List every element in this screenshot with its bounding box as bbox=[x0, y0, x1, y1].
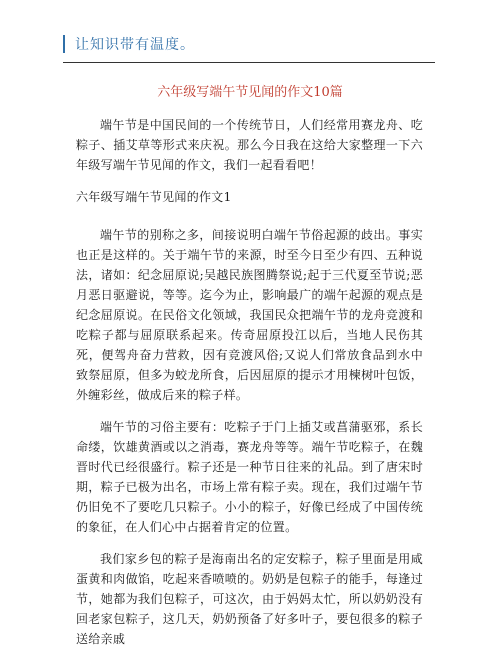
article-intro: 端午节是中国民间的一个传统节日，人们经常用赛龙舟、吃粽子、插艾草等形式来庆祝。那么今日我在这给大家整理一下六年级写端午节见闻的作文，我们一起看看吧！ bbox=[76, 118, 423, 172]
header-slogan: 让知识带有温度。 bbox=[75, 37, 195, 53]
article-title: 六年级写端午节见闻的作文10篇 bbox=[157, 85, 343, 100]
article-body bbox=[76, 115, 423, 661]
article-paragraph: 端午节的习俗主要有：吃粽子于门上插艾或菖蒲驱邪，系长命缕，饮雄黄酒或以之消毒，赛龙舟等等。端午节吃粽子，在魏晋时代已经很盛行。粽子还是一种节日往来的礼品。到了唐宋时期，粽子已极为出名，市场上常有粽子卖。现在，我们过端午节仍旧免不了要吃几只粽子。小小的粽子，好像已经成了中国传统的象征，在人们心中占据着肯定的位置。 bbox=[76, 420, 423, 534]
article-paragraph: 端午节的别称之多，间接说明白端午节俗起源的歧出。事实也正是这样的。关于端午节的来源，时至今日至少有四、五种说法，诸如：纪念屈原说;吴越民族图腾祭说;起于三代夏至节说;恶月恶日驱避说，等等。迄今为止，影响最广的端午起源的观点是纪念屈原说。在民俗文化领域，我国民众把端午节的龙舟竞渡和吃粽子都与屈原联系起来。传奇屈原投江以后，当地人民伤其死，便驾舟奋力营救，因有竞渡风俗;又说人们常放食品到水中致祭屈原，但多为蛟龙所食，后因屈原的提示才用楝树叶包饭，外缠彩丝，做成后来的粽子样。 bbox=[76, 228, 423, 402]
header-accent-bar bbox=[63, 35, 65, 53]
article-paragraph: 我们家乡包的粽子是海南出名的定安粽子，粽子里面是用咸蛋黄和肉做馅，吃起来香喷喷的。奶奶是包粽子的能手，每逢过节，她都为我们包粽子，可这次，由于妈妈太忙，所以奶奶没有回老家包粽子，这几天，奶奶预备了好多叶子，要包很多的粽子送给亲戚 bbox=[76, 552, 423, 646]
page-header bbox=[63, 34, 435, 64]
article-subtitle: 六年级写端午节见闻的作文1 bbox=[76, 190, 232, 204]
header-divider bbox=[63, 62, 435, 63]
